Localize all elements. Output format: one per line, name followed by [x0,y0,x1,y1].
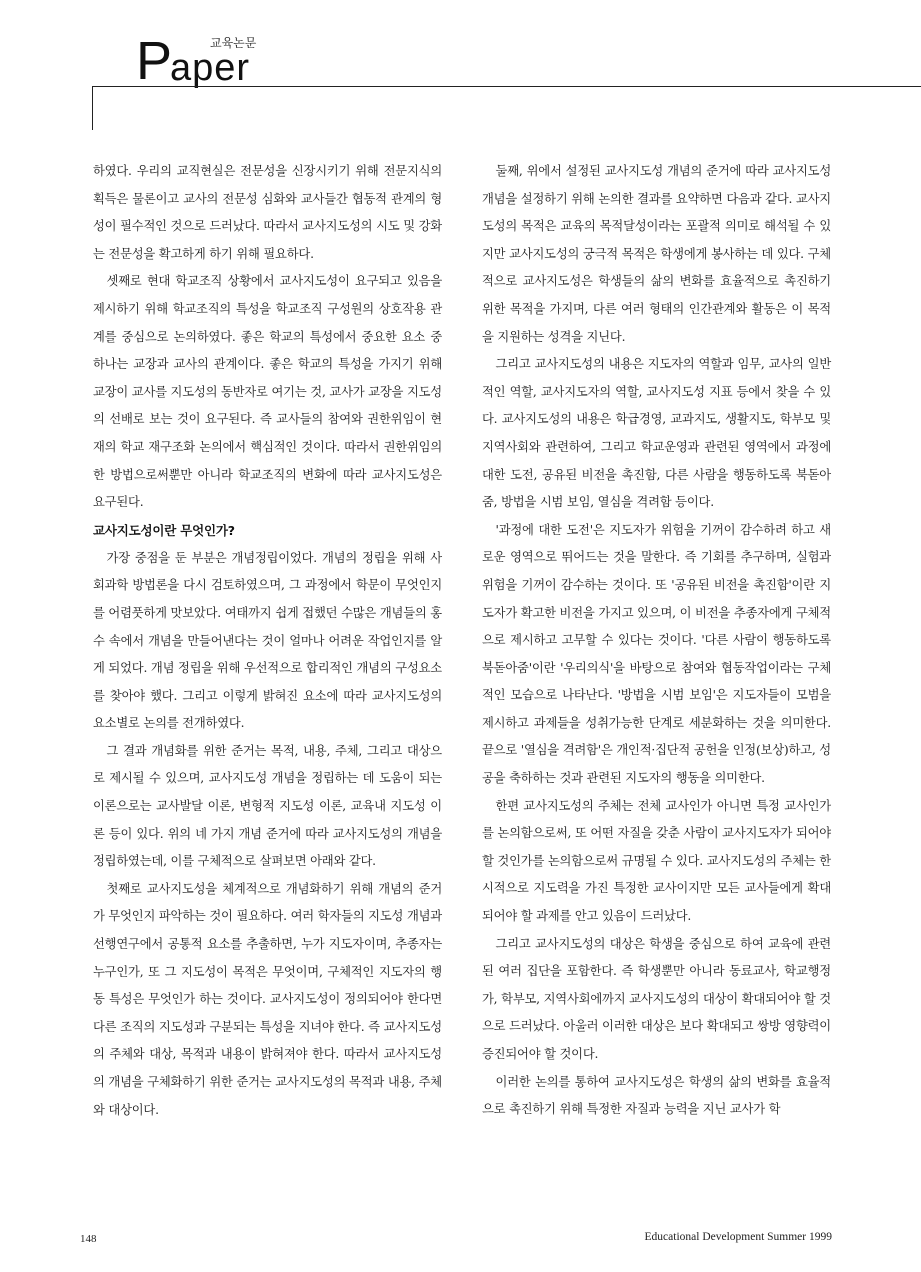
masthead-brand-rest: aper [170,47,251,89]
header-rule [92,86,921,87]
paragraph: 그리고 교사지도성의 대상은 학생을 중심으로 하여 교육에 관련된 여러 집단을 포함한다. 즉 학생뿐만 아니라 동료교사, 학교행정가, 학부모, 지역사회에까지 교사지도성의 대상이 확대되어야 할 것으로 드러났다. 아울러 이러한 대상은 보다 확대되고 쌍방 영향력이 증진되어야 할 것이다. [482,936,831,1061]
masthead-brand-initial: P [136,31,173,91]
paragraph: 첫째로 교사지도성을 체계적으로 개념화하기 위해 개념의 준거가 무엇인지 파악하는 것이 필요하다. 여러 학자들의 지도성 개념과 선행연구에서 공통적 요소를 추출하면, 누가 지도자이며, 추종자는 누구인가, 또 그 지도성이 목적은 무엇이며, 구체적인 지도자의 행동 특성은 무엇인가 하는 것이다. 교사지도성이 정의되어야 한다면 다른 조직의 지도성과 구분되는 특성을 지녀야 한다. 즉 교사지도성의 주체와 대상, 목적과 내용이 밝혀져야 한다. 따라서 교사지도성의 개념을 구체화하기 위한 준거는 교사지도성의 목적과 내용, 주체와 대상이다. [93,881,442,1117]
section-heading: 교사지도성이란 무엇인가? [93,522,235,538]
paragraph: 그 결과 개념화를 위한 준거는 목적, 내용, 주체, 그리고 대상으로 제시될 수 있으며, 교사지도성 개념을 정립하는 데 도움이 되는 이론으로는 교사발달 이론, 변형적 지도성 이론, 교육내 지도성 이론 등이 있다. 위의 네 가지 개념 준거에 따라 교사지도성의 개념을 정립하였는데, 이를 구체적으로 살펴보면 아래와 같다. [93,743,442,869]
left-column [93,158,442,1124]
footer-journal-title: Educational Development Summer 1999 [644,1231,832,1243]
paragraph: 셋째로 현대 학교조직 상황에서 교사지도성이 요구되고 있음을 제시하기 위해 학교조직의 특성을 학교조직 구성원의 상호작용 관계를 중심으로 논의하였다. 좋은 학교의 특성에서 중요한 요소 중 하나는 교장과 교사의 관계이다. 좋은 학교의 특성을 가지기 위해 교장이 교사를 지도성의 동반자로 여기는 것, 교사가 교장을 지도성의 선배로 보는 것이 요구된다. 즉 교사들의 참여와 권한위임이 현재의 학교 재구조화 논의에서 핵심적인 것이다. 따라서 권한위임의 한 방법으로써뿐만 아니라 학교조직의 변화에 따라 교사지도성은 요구된다. [93,274,442,510]
paragraph: 한편 교사지도성의 주체는 전체 교사인가 아니면 특정 교사인가를 논의함으로써, 또 어떤 자질을 갖춘 사람이 교사지도자가 되어야 할 것인가를 논의함으로써 규명될 수 있다. 교사지도성의 주체는 한시적으로 지도력을 가진 특정한 교사이지만 모든 교사들에게 확대되어야 할 과제를 안고 있음이 드러났다. [482,798,831,924]
section-label: 교육논문 [210,36,257,50]
header-rule-vertical [92,86,93,130]
paragraph: 그리고 교사지도성의 내용은 지도자의 역할과 임무, 교사의 일반적인 역할, 교사지도자의 역할, 교사지도성 지표 등에서 찾을 수 있다. 교사지도성의 내용은 학급경영, 교과지도, 생활지도, 학부모 및 지역사회와 관련하여, 그리고 학교운영과 관련된 영역에서 과정에 대한 도전, 공유된 비전을 촉진함, 다른 사람을 행동하도록 북돋아 줌, 방법을 시범 보임, 열심을 격려함 등이다. [482,357,831,510]
paragraph: 이러한 논의를 통하여 교사지도성은 학생의 삶의 변화를 효율적으로 촉진하기 위해 특정한 자질과 능력을 지닌 교사가 학 [482,1074,831,1117]
paragraph: 하였다. 우리의 교직현실은 전문성을 신장시키기 위해 전문지식의 획득은 물론이고 교사의 전문성 심화와 교사들간 협동적 관계의 형성이 필수적인 것으로 드러났다. 따라서 교사지도성의 시도 및 강화는 전문성을 확고하게 하기 위해 필요하다. [93,164,442,261]
paragraph: 둘째, 위에서 설정된 교사지도성 개념의 준거에 따라 교사지도성 개념을 설정하기 위해 논의한 결과를 요약하면 다음과 같다. 교사지도성의 목적은 교육의 목적달성이라는 포괄적 의미로 해석될 수 있지만 교사지도성의 궁극적 목적은 학생에게 봉사하는 데 있다. 구체적으로 교사지도성은 학생들의 삶의 변화를 효율적으로 촉진하기 위한 목적을 가지며, 다른 여러 형태의 인간관계와 활동은 이 목적을 지원하는 성격을 지닌다. [482,164,831,344]
paragraph: '과정에 대한 도전'은 지도자가 위험을 기꺼이 감수하려 하고 새로운 영역으로 뛰어드는 것을 말한다. 즉 기회를 추구하며, 실험과 위험을 기꺼이 감수하는 것이다. 또 '공유된 비전을 촉진함'이란 지도자가 확고한 비전을 가지고 있으며, 이 비전을 추종자에게 구체적으로 제시하고 고무할 수 있다는 것이다. '다른 사람이 행동하도록 북돋아줌'이란 '우리의식'을 바탕으로 참여와 협동작업이라는 구체적인 모습으로 나타난다. '방법을 시범 보임'은 지도자들이 모범을 제시하고 과제들을 성취가능한 단계로 세분화하는 것을 의미한다. 끝으로 '열심을 격려함'은 개인적·집단적 공헌을 인정(보상)하고, 성공을 축하하는 것과 관련된 지도자의 행동을 의미한다. [482,522,831,786]
page-number: 148 [80,1233,97,1245]
paragraph: 가장 중점을 둔 부분은 개념정립이었다. 개념의 정립을 위해 사회과학 방법론을 다시 검토하였으며, 그 과정에서 학문이 무엇인지를 어렴풋하게 맛보았다. 여태까지 쉽게 접했던 수많은 개념들의 홍수 속에서 개념을 만들어낸다는 것이 얼마나 어려운 작업인지를 알게 되었다. 개념 정립을 위해 우선적으로 합리적인 개념의 구성요소를 찾아야 했다. 그리고 이렇게 밝혀진 요소에 따라 교사지도성의 요소별로 논의를 전개하였다. [93,550,442,731]
right-column [482,158,831,1124]
